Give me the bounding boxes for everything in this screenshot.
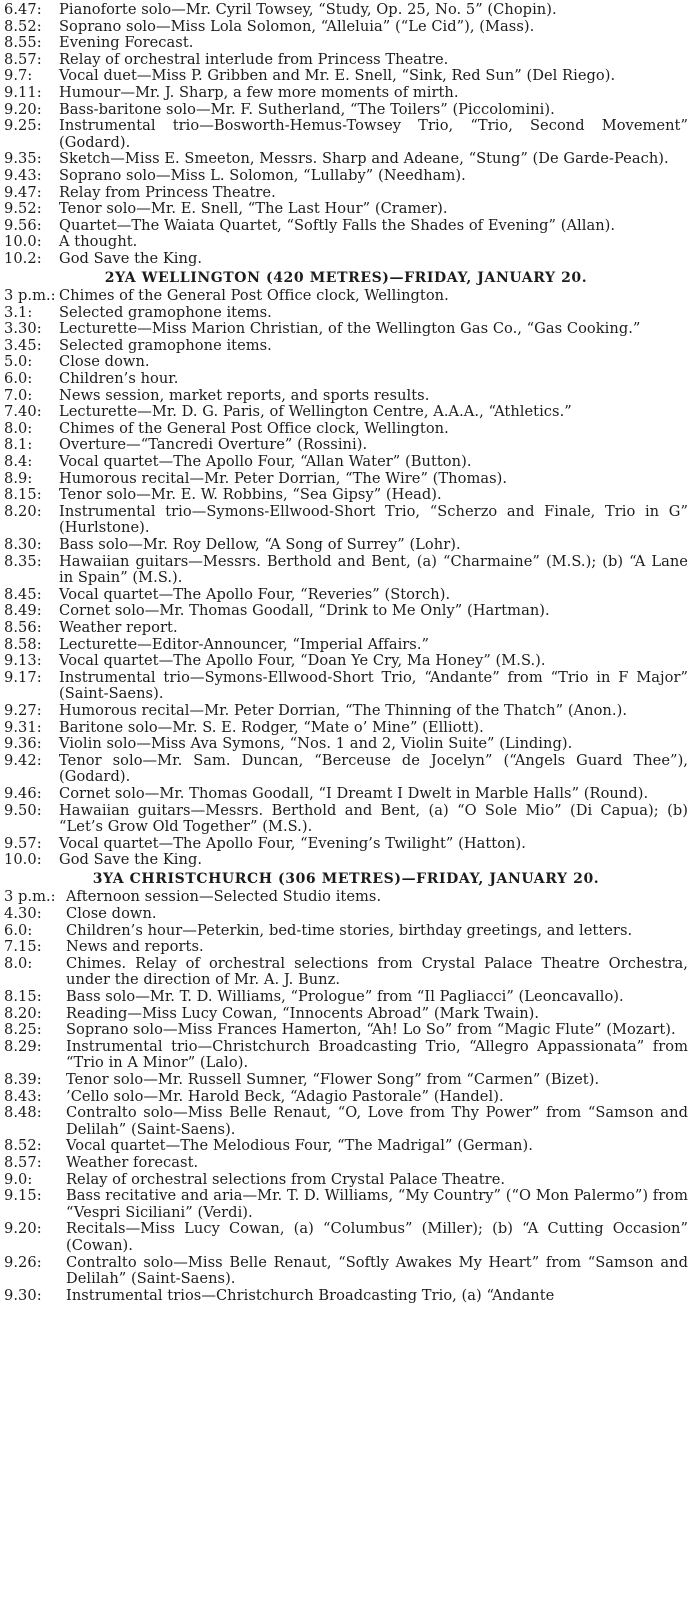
entry-text: Bass-baritone solo—Mr. F. Sutherland, “The Toilers” (Piccolomini). — [59, 100, 555, 118]
entry-time: 9.56: — [4, 216, 42, 234]
program-entry — [4, 371, 688, 388]
entry-text: ’Cello solo—Mr. Harold Beck, “Adagio Pastorale” (Handel). — [66, 1087, 504, 1105]
entry-text: Instrumental trio—Symons-Ellwood-Short Trio, “Andante” from “Trio in F Major” (Saint-Saens). — [59, 668, 688, 703]
entry-text: Relay of orchestral interlude from Princess Theatre. — [59, 50, 449, 68]
section-heading-2ya: 2YA WELLINGTON (420 METRES)—FRIDAY, JANUARY 20. — [104, 269, 588, 286]
entry-time: 9.15: — [4, 1187, 42, 1205]
program-entry — [4, 1188, 688, 1221]
program-entry — [4, 102, 688, 119]
entry-text: Weather forecast. — [66, 1153, 199, 1171]
entry-text: Children’s hour. — [59, 370, 179, 388]
program-entry — [4, 68, 688, 85]
section-2ya-wellington — [4, 288, 688, 869]
program-entry — [4, 218, 688, 235]
entry-time: 9.47: — [4, 183, 42, 201]
entry-time: 9.7: — [4, 67, 33, 85]
entry-text: Bass recitative and aria—Mr. T. D. Williams, “My Country” (“O Mon Palermo”) from “Vespri Siciliani” (Verdi). — [66, 1187, 688, 1221]
program-entry — [4, 1255, 688, 1288]
program-entry — [4, 168, 688, 185]
program-entry — [4, 1221, 688, 1254]
entry-text: Instrumental trio—Bosworth-Hemus-Towsey Trio, “Trio, Second Movement” (Godard). — [59, 117, 688, 151]
entry-text: Tenor solo—Mr. Russell Sumner, “Flower Song” from “Carmen” (Bizet). — [66, 1071, 600, 1088]
entry-text: Relay from Princess Theatre. — [59, 183, 276, 201]
program-entry — [4, 185, 688, 202]
entry-text: Vocal quartet—The Apollo Four, “Allan Water” (Button). — [59, 453, 472, 471]
entry-time: 8.57: — [4, 50, 42, 68]
entry-time: 10.2: — [4, 249, 42, 267]
entry-time: 9.20: — [4, 100, 42, 118]
program-entry — [4, 703, 688, 720]
entry-text: Bass solo—Mr. Roy Dellow, “A Song of Surrey” (Lohr). — [59, 536, 461, 553]
entry-text: Pianoforte solo—Mr. Cyril Towsey, “Study, Op. 25, No. 5” (Chopin). — [59, 1, 557, 18]
program-entry — [4, 321, 688, 338]
program-entry — [4, 1172, 688, 1189]
entry-time: 8.55: — [4, 34, 42, 52]
entry-text: Close down. — [59, 353, 150, 371]
entry-time: 8.0: — [4, 954, 33, 972]
entry-time: 8.0: — [4, 419, 33, 437]
entry-time: 6.0: — [4, 370, 33, 388]
program-entry — [4, 338, 688, 355]
entry-text: Vocal quartet—The Apollo Four, “Reveries” (Storch). — [59, 585, 451, 603]
entry-text: Soprano solo—Miss Frances Hamerton, “Ah! Lo So” from “Magic Flute” (Mozart). — [66, 1021, 676, 1039]
entry-text: Vocal duet—Miss P. Gribben and Mr. E. Snell, “Sink, Red Sun” (Del Riego). — [59, 67, 616, 85]
entry-time: 9.20: — [4, 1220, 42, 1238]
entry-text: A thought. — [59, 233, 138, 251]
entry-time: 9.0: — [4, 1170, 33, 1188]
entry-time: 9.52: — [4, 200, 42, 218]
entry-time: 3 p.m.: — [4, 287, 56, 305]
program-entry — [4, 1006, 688, 1023]
entry-text: Children’s hour—Peterkin, bed-time stories, birthday greetings, and letters. — [66, 921, 633, 939]
program-entry — [4, 1072, 688, 1089]
entry-time: 6.0: — [4, 921, 33, 939]
entry-time: 7.40: — [4, 403, 42, 421]
entry-time: 9.26: — [4, 1253, 42, 1271]
entry-time: 8.49: — [4, 602, 42, 620]
entry-text: Tenor solo—Mr. E. W. Robbins, “Sea Gipsy” (Head). — [59, 486, 442, 504]
program-entry — [4, 720, 688, 737]
entry-time: 8.15: — [4, 486, 42, 504]
program-entry — [4, 404, 688, 421]
entry-time: 3 p.m.: — [4, 888, 56, 906]
entry-time: 4.30: — [4, 905, 42, 923]
entry-text: Afternoon session—Selected Studio items. — [66, 888, 382, 906]
program-entry — [4, 354, 688, 371]
program-entry — [4, 1138, 688, 1155]
entry-time: 8.9: — [4, 469, 33, 487]
entry-time: 9.11: — [4, 83, 42, 101]
program-entry — [4, 736, 688, 753]
program-entry — [4, 653, 688, 670]
program-entry — [4, 1039, 688, 1072]
program-entry — [4, 637, 688, 654]
entry-time: 3.45: — [4, 336, 42, 354]
entry-time: 9.46: — [4, 784, 42, 802]
entry-text: Selected gramophone items. — [59, 336, 272, 354]
program-entry — [4, 19, 688, 36]
entry-time: 8.20: — [4, 1004, 42, 1022]
entry-time: 7.15: — [4, 938, 42, 956]
entry-text: Chimes of the General Post Office clock, Wellington. — [59, 287, 449, 305]
program-entry — [4, 487, 688, 504]
entry-text: Quartet—The Waiata Quartet, “Softly Falls the Shades of Evening” (Allan). — [59, 216, 616, 234]
entry-time: 9.57: — [4, 834, 42, 852]
program-entry — [4, 803, 688, 836]
entry-time: 8.45: — [4, 585, 42, 603]
entry-text: Lecturette—Miss Marion Christian, of the Wellington Gas Co., “Gas Cooking.” — [59, 320, 641, 338]
program-entry — [4, 234, 688, 251]
entry-text: Hawaiian guitars—Messrs. Berthold and Bent, (a) “Charmaine” (M.S.); (b) “A Lane in Spain” (M.S.). — [59, 552, 688, 587]
entry-time: 7.0: — [4, 386, 33, 404]
entry-text: Cornet solo—Mr. Thomas Goodall, “I Dreamt I Dwelt in Marble Halls” (Round). — [59, 784, 649, 802]
entry-text: Humour—Mr. J. Sharp, a few more moments of mirth. — [59, 83, 459, 101]
entry-time: 8.25: — [4, 1021, 42, 1039]
program-entry — [4, 305, 688, 322]
program-entry — [4, 889, 688, 906]
entry-text: Reading—Miss Lucy Cowan, “Innocents Abroad” (Mark Twain). — [66, 1004, 540, 1022]
section-heading-3ya: 3YA CHRISTCHURCH (306 METRES)—FRIDAY, JANUARY 20. — [92, 870, 600, 887]
program-entry — [4, 151, 688, 168]
entry-time: 9.50: — [4, 801, 42, 819]
entry-time: 10.0: — [4, 233, 42, 251]
entry-text: Vocal quartet—The Apollo Four, “Evening’s Twilight” (Hatton). — [59, 834, 526, 852]
program-entry — [4, 52, 688, 69]
program-entry — [4, 1288, 688, 1305]
entry-time: 9.31: — [4, 718, 42, 736]
program-entry — [4, 786, 688, 803]
section-1ya-continued — [4, 2, 688, 268]
entry-time: 9.30: — [4, 1286, 42, 1304]
program-entry — [4, 1105, 688, 1138]
entry-text: Humorous recital—Mr. Peter Dorrian, “The Thinning of the Thatch” (Anon.). — [59, 701, 628, 719]
program-entry — [4, 118, 688, 151]
entry-time: 8.30: — [4, 536, 42, 553]
entry-text: Vocal quartet—The Melodious Four, “The Madrigal” (German). — [66, 1137, 533, 1155]
entry-text: Weather report. — [59, 618, 178, 636]
program-entry — [4, 388, 688, 405]
program-entry — [4, 471, 688, 488]
program-entry — [4, 554, 688, 587]
entry-time: 8.58: — [4, 635, 42, 653]
program-entry — [4, 1155, 688, 1172]
entry-time: 8.52: — [4, 17, 42, 35]
program-entry — [4, 923, 688, 940]
entry-text: Lecturette—Editor-Announcer, “Imperial Affairs.” — [59, 635, 430, 653]
entry-text: Vocal quartet—The Apollo Four, “Doan Ye Cry, Ma Honey” (M.S.). — [59, 652, 546, 670]
program-entry — [4, 670, 688, 703]
program-entry — [4, 85, 688, 102]
program-entry — [4, 906, 688, 923]
entry-time: 3.1: — [4, 303, 33, 321]
entry-time: 9.35: — [4, 150, 42, 168]
entry-text: God Save the King. — [59, 249, 203, 267]
entry-text: Baritone solo—Mr. S. E. Rodger, “Mate o’ Mine” (Elliott). — [59, 718, 484, 736]
entry-text: Soprano solo—Miss L. Solomon, “Lullaby” (Needham). — [59, 166, 466, 184]
entry-time: 8.48: — [4, 1104, 42, 1122]
entry-text: Instrumental trio—Symons-Ellwood-Short Trio, “Scherzo and Finale, Trio in G” (Hurlstone). — [59, 502, 688, 537]
entry-time: 9.42: — [4, 751, 42, 769]
entry-text: Chimes of the General Post Office clock, Wellington. — [59, 419, 449, 437]
entry-text: Humorous recital—Mr. Peter Dorrian, “The Wire” (Thomas). — [59, 469, 508, 487]
program-entry — [4, 836, 688, 853]
program-entry — [4, 1089, 688, 1106]
program-entry — [4, 587, 688, 604]
program-entry — [4, 603, 688, 620]
entry-time: 10.0: — [4, 851, 42, 869]
entry-time: 8.35: — [4, 552, 42, 570]
entry-time: 3.30: — [4, 320, 42, 338]
entry-time: 8.4: — [4, 453, 33, 471]
entry-text: Contralto solo—Miss Belle Renaut, “Softly Awakes My Heart” from “Samson and Delilah” (Saint-Saens). — [66, 1253, 688, 1288]
entry-text: Recitals—Miss Lucy Cowan, (a) “Columbus” (Miller); (b) “A Cutting Occasion” (Cowan). — [66, 1220, 688, 1254]
program-entry — [4, 956, 688, 989]
entry-time: 8.39: — [4, 1071, 42, 1088]
section-3ya-christchurch — [4, 889, 688, 1304]
program-entry — [4, 421, 688, 438]
entry-text: Cornet solo—Mr. Thomas Goodall, “Drink to Me Only” (Hartman). — [59, 602, 550, 620]
entry-time: 8.20: — [4, 502, 42, 520]
entry-text: Sketch—Miss E. Smeeton, Messrs. Sharp and Adeane, “Stung” (De Garde-Peach). — [59, 150, 669, 168]
entry-text: God Save the King. — [59, 851, 203, 869]
entry-text: Instrumental trio—Christchurch Broadcasting Trio, “Allegro Appassionata” from “Trio in A Minor” (Lalo). — [66, 1037, 688, 1072]
program-entry — [4, 454, 688, 471]
entry-text: Selected gramophone items. — [59, 303, 272, 321]
entry-time: 9.25: — [4, 117, 42, 135]
entry-time: 8.43: — [4, 1087, 42, 1105]
entry-time: 8.15: — [4, 988, 42, 1006]
entry-time: 8.56: — [4, 618, 42, 636]
entry-time: 8.29: — [4, 1037, 42, 1055]
entry-time: 9.43: — [4, 166, 42, 184]
entry-text: Tenor solo—Mr. E. Snell, “The Last Hour” (Cramer). — [59, 200, 448, 218]
entry-text: Bass solo—Mr. T. D. Williams, “Prologue” from “Il Pagliacci” (Leoncavallo). — [66, 988, 624, 1006]
entry-time: 8.1: — [4, 436, 33, 454]
entry-text: Relay of orchestral selections from Crystal Palace Theatre. — [66, 1170, 506, 1188]
entry-text: Soprano solo—Miss Lola Solomon, “Alleluia” (“Le Cid”), (Mass). — [59, 17, 535, 35]
program-entry — [4, 753, 688, 786]
entry-time: 9.36: — [4, 735, 42, 753]
entry-time: 9.17: — [4, 668, 42, 686]
entry-time: 6.47: — [4, 1, 42, 18]
program-entry — [4, 620, 688, 637]
entry-text: News session, market reports, and sports results. — [59, 386, 430, 404]
program-entry — [4, 1022, 688, 1039]
program-entry — [4, 437, 688, 454]
entry-text: Contralto solo—Miss Belle Renaut, “O, Love from Thy Power” from “Samson and Delilah” (Saint-Saens). — [66, 1104, 688, 1138]
entry-time: 8.57: — [4, 1153, 42, 1171]
entry-text: News and reports. — [66, 938, 204, 956]
program-entry — [4, 504, 688, 537]
entry-text: Close down. — [66, 905, 157, 923]
entry-text: Chimes. Relay of orchestral selections from Crystal Palace Theatre Orchestra, under the direction of Mr. A. J. Bunz. — [66, 954, 688, 989]
program-entry — [4, 251, 688, 268]
program-entry — [4, 35, 688, 52]
program-entry — [4, 939, 688, 956]
program-entry — [4, 201, 688, 218]
entry-text: Lecturette—Mr. D. G. Paris, of Wellington Centre, A.A.A., “Athletics.” — [59, 403, 572, 421]
program-entry — [4, 2, 688, 19]
entry-text: Instrumental trios—Christchurch Broadcasting Trio, (a) “Andante — [66, 1286, 555, 1304]
program-entry — [4, 537, 688, 554]
entry-time: 9.27: — [4, 701, 42, 719]
program-entry — [4, 288, 688, 305]
entry-text: Tenor solo—Mr. Sam. Duncan, “Berceuse de Jocelyn” (“Angels Guard Thee”), (Godard). — [59, 751, 688, 786]
entry-text: Violin solo—Miss Ava Symons, “Nos. 1 and 2, Violin Suite” (Linding). — [59, 735, 573, 753]
entry-time: 9.13: — [4, 652, 42, 670]
entry-text: Overture—“Tancredi Overture” (Rossini). — [59, 436, 368, 454]
program-entry — [4, 989, 688, 1006]
entry-time: 8.52: — [4, 1137, 42, 1155]
entry-text: Hawaiian guitars—Messrs. Berthold and Bent, (a) “O Sole Mio” (Di Capua); (b) “Let’s Grow Old Together” (M.S.). — [59, 801, 688, 836]
entry-text: Evening Forecast. — [59, 34, 194, 52]
entry-time: 5.0: — [4, 353, 33, 371]
program-entry — [4, 852, 688, 869]
